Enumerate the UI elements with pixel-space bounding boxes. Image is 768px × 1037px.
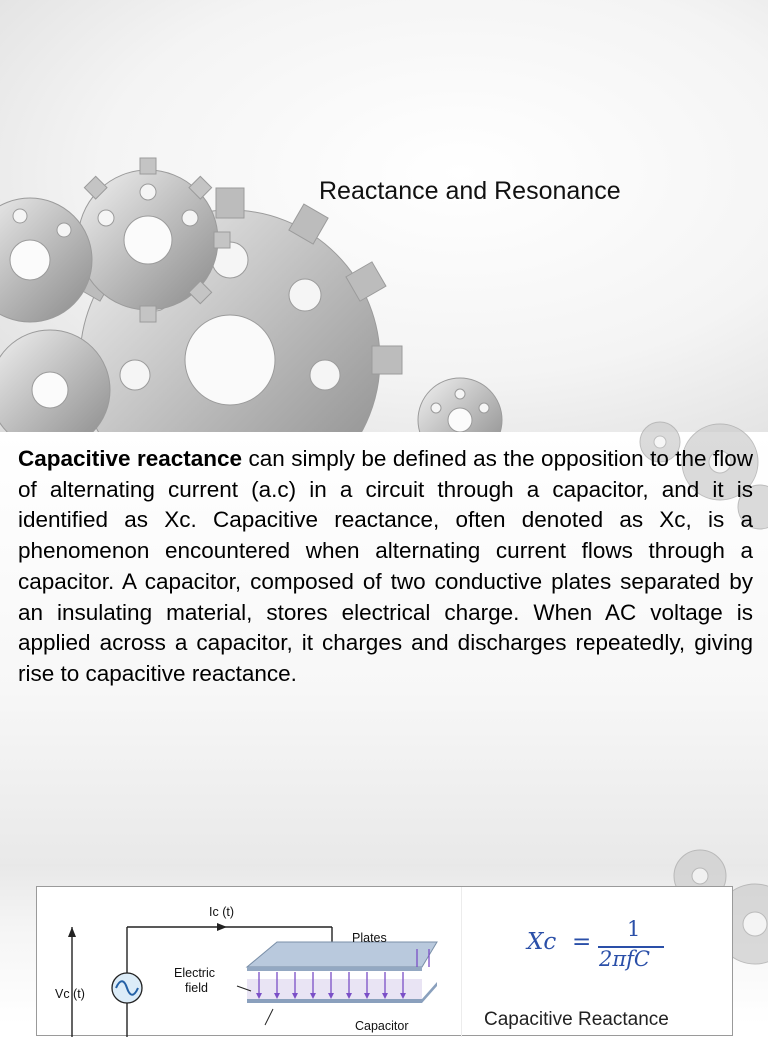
field-label-2: field bbox=[185, 981, 208, 995]
slide-title: Reactance and Resonance bbox=[319, 177, 621, 205]
field-label-1: Electric bbox=[174, 966, 215, 980]
definition-paragraph bbox=[18, 444, 753, 690]
formula-lhs: Xc bbox=[527, 929, 557, 955]
term-bold: Capacitive reactance bbox=[18, 446, 243, 471]
capacitor-figure bbox=[36, 886, 733, 1036]
figure-divider bbox=[461, 887, 462, 1037]
capacitor-circuit-diagram bbox=[37, 887, 461, 1037]
capacitor-label: Capacitor bbox=[355, 1019, 409, 1033]
definition-slide bbox=[0, 432, 768, 864]
plates-label: Plates bbox=[352, 931, 387, 945]
voltage-label: Vc (t) bbox=[55, 987, 85, 1001]
title-slide bbox=[0, 0, 768, 432]
formula-denominator: 2πfC bbox=[599, 947, 651, 971]
gears-decoration bbox=[0, 0, 768, 432]
formula-numerator: 1 bbox=[627, 917, 641, 941]
diagram-slide bbox=[0, 864, 768, 1033]
current-label: Ic (t) bbox=[209, 905, 234, 919]
formula-equals: = bbox=[572, 929, 592, 955]
reactance-formula bbox=[527, 917, 677, 977]
definition-text: can simply be defined as the opposition to the flow of alternating current (a.c) in a circuit through a capacitor, and it is identified as Xc. Capacitive reactance, often denoted as Xc, is a phenomenon encountered when alternating current flows through a capacitor. A capacitor, composed of two conductive plates separated by an insulating material, stores electrical charge. When AC voltage is applied across a capacitor, it charges and discharges repeatedly, giving rise to capacitive reactance. bbox=[18, 446, 754, 686]
figure-caption: Capacitive Reactance bbox=[484, 1009, 669, 1030]
